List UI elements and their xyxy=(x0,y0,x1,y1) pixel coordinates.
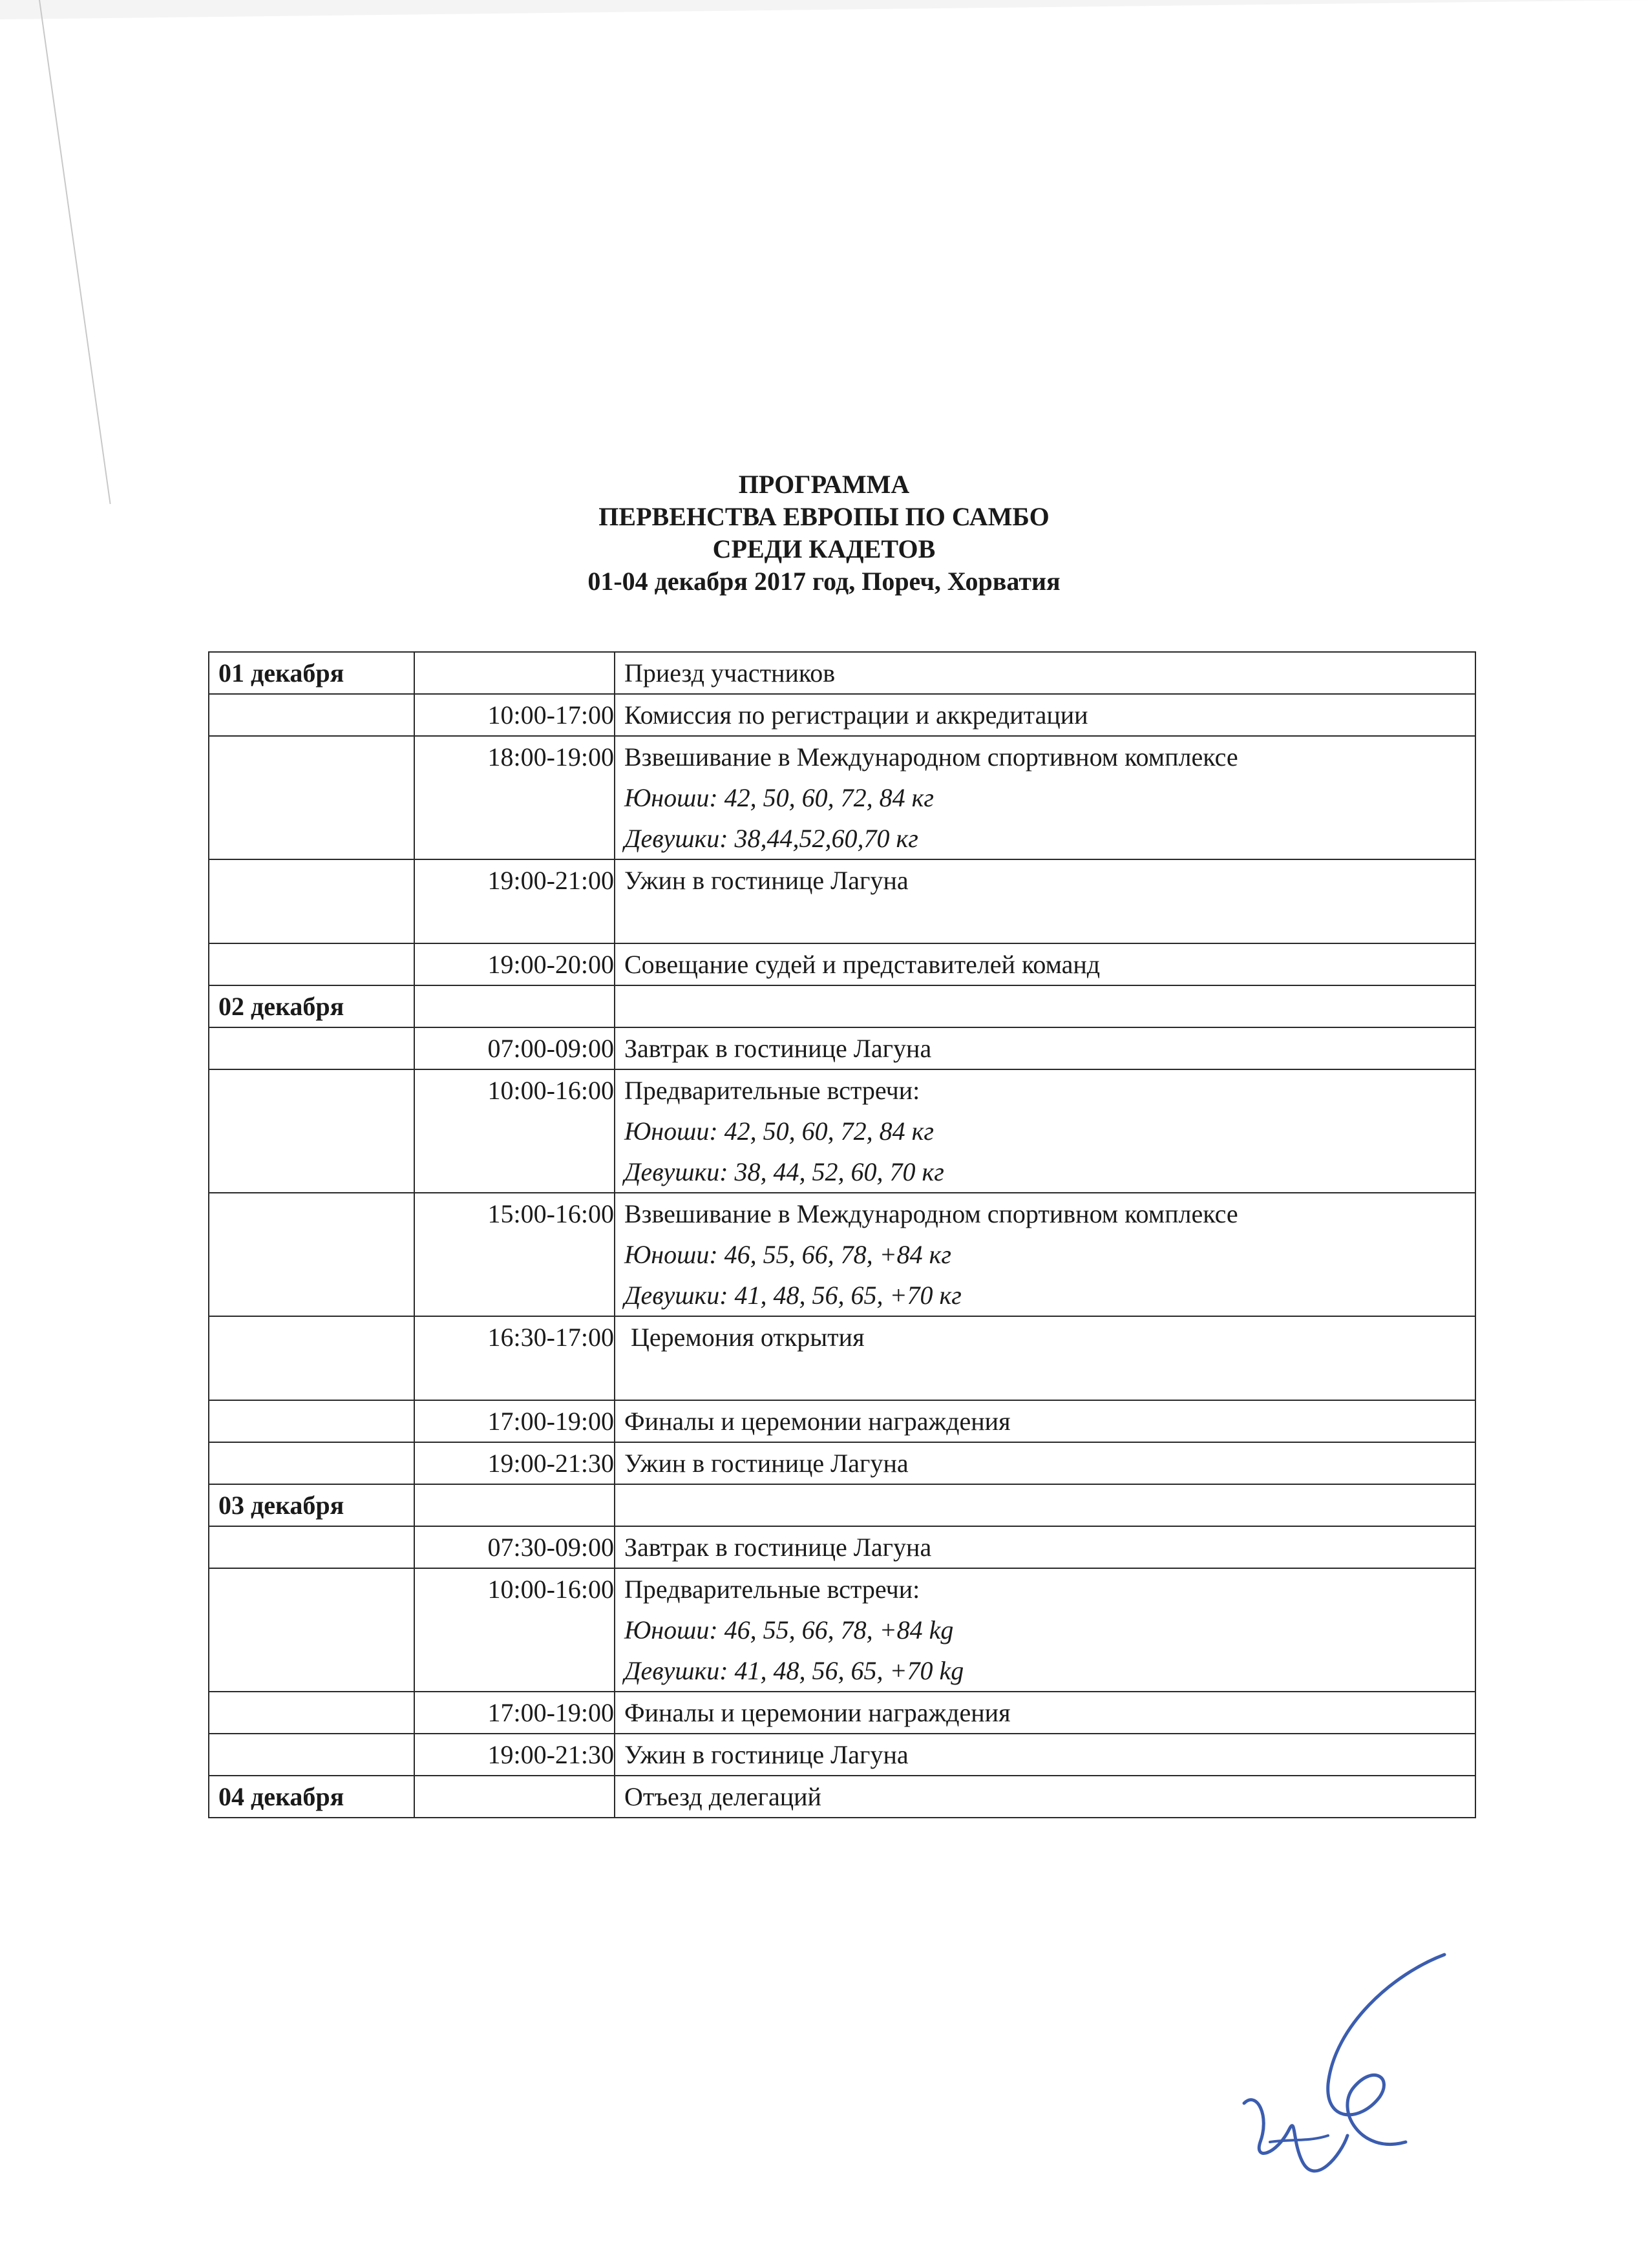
date-cell xyxy=(209,1442,414,1484)
event-cell: Отъезд делегаций xyxy=(615,1776,1475,1818)
event-cell xyxy=(615,985,1475,1027)
time-cell: 18:00-19:00 xyxy=(414,736,615,859)
time-cell: 07:00-09:00 xyxy=(414,1027,615,1069)
table-row xyxy=(209,694,1475,736)
table-row xyxy=(209,985,1475,1027)
table-row xyxy=(209,1484,1475,1526)
event-cell xyxy=(615,1193,1475,1316)
date-cell xyxy=(209,943,414,985)
event-cell: Финалы и церемонии награждения xyxy=(615,1400,1475,1442)
time-cell: 19:00-21:30 xyxy=(414,1734,615,1776)
time-cell xyxy=(414,652,615,694)
time-cell: 19:00-20:00 xyxy=(414,943,615,985)
girls-weights: Девушки: 41, 48, 56, 65, +70 kg xyxy=(624,1656,964,1685)
girls-weights: Девушки: 38,44,52,60,70 кг xyxy=(624,824,918,853)
date-cell xyxy=(209,1568,414,1692)
table-row xyxy=(209,1027,1475,1069)
date-cell xyxy=(209,859,414,943)
date-cell xyxy=(209,694,414,736)
title-line-1: ПРОГРАММА xyxy=(738,470,910,499)
date-cell xyxy=(209,1027,414,1069)
time-cell: 17:00-19:00 xyxy=(414,1400,615,1442)
handwritten-signature xyxy=(1231,1948,1464,2200)
date-cell: 04 декабря xyxy=(209,1776,414,1818)
event-cell: Завтрак в гостинице Лагуна xyxy=(615,1027,1475,1069)
table-row xyxy=(209,859,1475,943)
date-cell xyxy=(209,1526,414,1568)
time-cell xyxy=(414,985,615,1027)
event-cell: Ужин в гостинице Лагуна xyxy=(615,859,1475,943)
event-cell: Финалы и церемонии награждения xyxy=(615,1692,1475,1734)
event-title: Предварительные встречи: xyxy=(624,1575,920,1604)
event-title: Предварительные встречи: xyxy=(624,1076,920,1105)
table-row xyxy=(209,1526,1475,1568)
table-row xyxy=(209,1442,1475,1484)
scan-edge xyxy=(0,0,1648,19)
date-cell xyxy=(209,1069,414,1193)
date-cell xyxy=(209,1400,414,1442)
date-cell: 02 декабря xyxy=(209,985,414,1027)
event-cell: Ужин в гостинице Лагуна xyxy=(615,1734,1475,1776)
boys-weights: Юноши: 42, 50, 60, 72, 84 кг xyxy=(624,1117,934,1146)
document-header xyxy=(0,468,1648,598)
time-cell: 19:00-21:30 xyxy=(414,1442,615,1484)
date-cell xyxy=(209,1193,414,1316)
event-cell: Комиссия по регистрации и аккредитации xyxy=(615,694,1475,736)
table-row xyxy=(209,1776,1475,1818)
table-row xyxy=(209,1316,1475,1400)
schedule-table xyxy=(208,651,1476,1818)
date-cell: 01 декабря xyxy=(209,652,414,694)
boys-weights: Юноши: 42, 50, 60, 72, 84 кг xyxy=(624,783,934,812)
event-cell xyxy=(615,1069,1475,1193)
date-cell xyxy=(209,1692,414,1734)
table-row xyxy=(209,1692,1475,1734)
table-row xyxy=(209,1400,1475,1442)
table-row xyxy=(209,652,1475,694)
table-row xyxy=(209,943,1475,985)
title-line-3: СРЕДИ КАДЕТОВ xyxy=(712,534,936,563)
table-row xyxy=(209,1069,1475,1193)
table-row xyxy=(209,1568,1475,1692)
event-cell: Церемония открытия xyxy=(615,1316,1475,1400)
boys-weights: Юноши: 46, 55, 66, 78, +84 kg xyxy=(624,1615,954,1644)
girls-weights: Девушки: 41, 48, 56, 65, +70 кг xyxy=(624,1281,962,1310)
table-row xyxy=(209,736,1475,859)
time-cell: 07:30-09:00 xyxy=(414,1526,615,1568)
event-cell xyxy=(615,1484,1475,1526)
event-title: Взвешивание в Международном спортивном комплексе xyxy=(624,1199,1238,1228)
boys-weights: Юноши: 46, 55, 66, 78, +84 кг xyxy=(624,1240,951,1269)
title-line-2: ПЕРВЕНСТВА ЕВРОПЫ ПО САМБО xyxy=(598,502,1050,531)
time-cell: 17:00-19:00 xyxy=(414,1692,615,1734)
date-cell xyxy=(209,1734,414,1776)
event-cell: Завтрак в гостинице Лагуна xyxy=(615,1526,1475,1568)
event-cell: Приезд участников xyxy=(615,652,1475,694)
title-line-4: 01-04 декабря 2017 год, Пореч, Хорватия xyxy=(587,567,1061,596)
time-cell xyxy=(414,1484,615,1526)
time-cell: 16:30-17:00 xyxy=(414,1316,615,1400)
event-cell xyxy=(615,736,1475,859)
time-cell: 10:00-16:00 xyxy=(414,1568,615,1692)
time-cell: 10:00-16:00 xyxy=(414,1069,615,1193)
girls-weights: Девушки: 38, 44, 52, 60, 70 кг xyxy=(624,1157,944,1186)
scan-artifact xyxy=(0,0,111,504)
date-cell xyxy=(209,1316,414,1400)
event-cell: Ужин в гостинице Лагуна xyxy=(615,1442,1475,1484)
time-cell: 19:00-21:00 xyxy=(414,859,615,943)
time-cell: 10:00-17:00 xyxy=(414,694,615,736)
table-row xyxy=(209,1734,1475,1776)
event-title: Взвешивание в Международном спортивном комплексе xyxy=(624,742,1238,772)
date-cell: 03 декабря xyxy=(209,1484,414,1526)
event-cell xyxy=(615,1568,1475,1692)
date-cell xyxy=(209,736,414,859)
table-row xyxy=(209,1193,1475,1316)
time-cell: 15:00-16:00 xyxy=(414,1193,615,1316)
time-cell xyxy=(414,1776,615,1818)
event-cell: Совещание судей и представителей команд xyxy=(615,943,1475,985)
